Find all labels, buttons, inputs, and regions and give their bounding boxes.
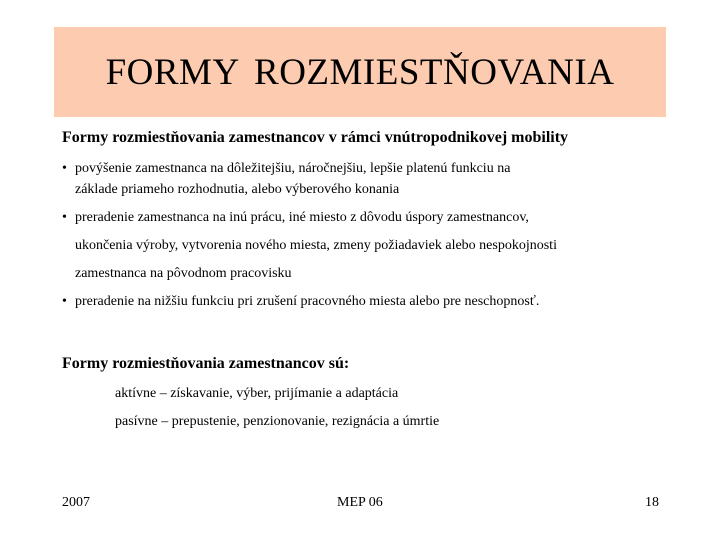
bullet-icon: • [62,161,67,176]
bullet-2-line-1: preradenie zamestnanca na inú prácu, iné miesto z dôvodu úspory zamestnancov, [75,210,529,225]
bullet-2-line-2: ukončenia výroby, vytvorenia nového miesta, zmeny požiadaviek alebo nespokojnosti [75,238,557,253]
section2-heading: Formy rozmiestňovania zamestnancov sú: [62,355,350,372]
form-item-active: aktívne – získavanie, výber, prijímanie a adaptácia [115,386,399,401]
bullet-icon: • [62,210,67,225]
bullet-1-line-2: základe priameho rozhodnutia, alebo výberového konania [75,182,400,197]
footer-course: MEP 06 [337,495,383,510]
footer-year: 2007 [62,495,90,510]
section1-heading: Formy rozmiestňovania zamestnancov v rámci vnútropodnikovej mobility [62,129,569,146]
title-box [54,27,666,117]
bullet-icon: • [62,294,67,309]
bullet-3-line-1: preradenie na nižšiu funkciu pri zrušení pracovného miesta alebo pre neschopnosť. [75,294,540,309]
bullet-2-line-3: zamestnanca na pôvodnom pracovisku [75,266,292,281]
footer-page-number: 18 [645,495,659,510]
slide-title: FORMY ROZMIESTŇOVANIA [105,51,615,93]
bullet-1-line-1: povýšenie zamestnanca na dôležitejšiu, náročnejšiu, lepšie platenú funkciu na [75,161,511,176]
form-item-passive: pasívne – prepustenie, penzionovanie, rezignácia a úmrtie [115,414,440,429]
